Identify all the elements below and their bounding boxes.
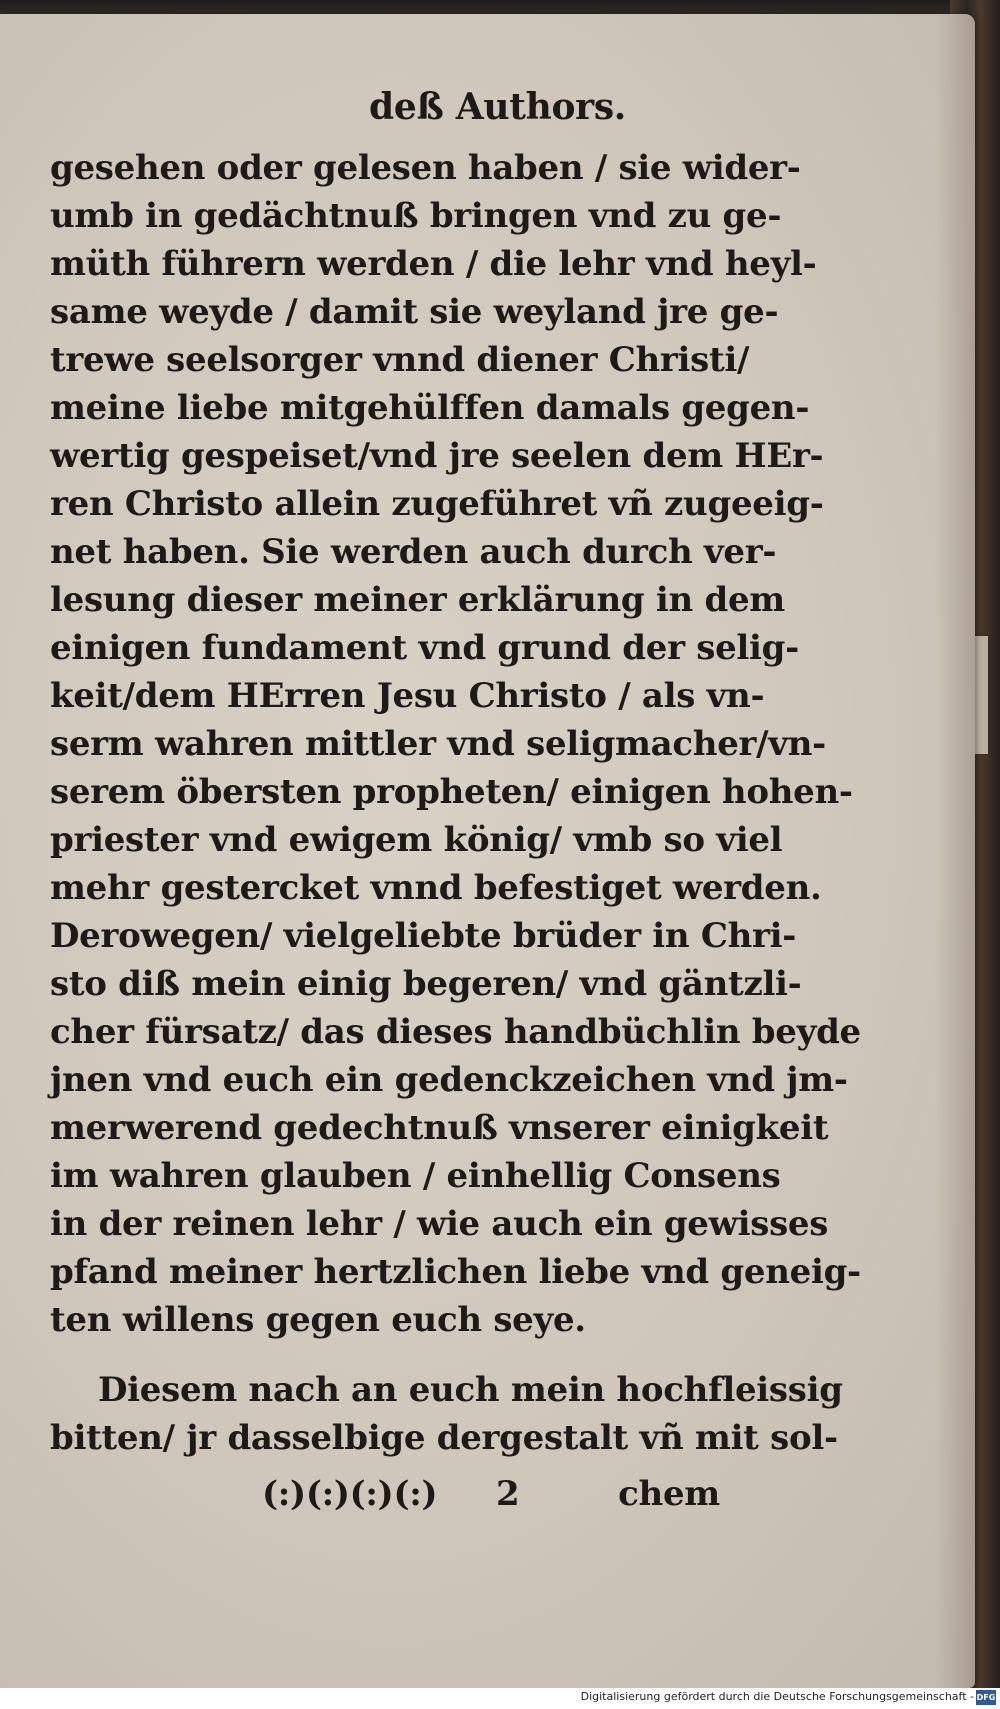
text-line: pfand meiner hertzlichen liebe vnd geneig- bbox=[50, 1252, 861, 1292]
text-line: cher fürsatz/ das dieses handbüchlin beyde bbox=[50, 1012, 861, 1052]
page-footer-line bbox=[50, 1470, 720, 1518]
text-line: lesung dieser meiner erklärung in dem bbox=[50, 580, 785, 620]
text-line: wertig gespeiset/vnd jre seelen dem HEr- bbox=[50, 436, 824, 476]
text-line: serem öbersten propheten/ einigen hohen- bbox=[50, 772, 853, 812]
text-line: einigen fundament vnd grund der selig- bbox=[50, 628, 799, 668]
funding-credit: Digitalisierung gefördert durch die Deutsche Forschungsgemeinschaft - bbox=[580, 1690, 974, 1703]
text-line: ren Christo allein zugeführet vñ zugeeig- bbox=[50, 484, 824, 524]
text-line: keit/dem HErren Jesu Christo / als vn- bbox=[50, 676, 765, 716]
text-line: gesehen oder gelesen haben / sie wider- bbox=[50, 148, 801, 188]
text-line: Diesem nach an euch mein hochfleissig bbox=[98, 1370, 843, 1410]
text-line: umb in gedächtnuß bringen vnd zu ge- bbox=[50, 196, 782, 236]
text-line: bitten/ jr dasselbige dergestalt vñ mit sol- bbox=[50, 1418, 838, 1458]
leaf-number: 2 bbox=[496, 1474, 520, 1514]
paragraph-2 bbox=[50, 1366, 843, 1462]
text-line: in der reinen lehr / wie auch ein gewisses bbox=[50, 1204, 829, 1244]
running-head: deß Authors. bbox=[368, 86, 627, 128]
text-line: same weyde / damit sie weyland jre ge- bbox=[50, 292, 779, 332]
text-line: priester vnd ewigem könig/ vmb so viel bbox=[50, 820, 783, 860]
text-line: net haben. Sie werden auch durch ver- bbox=[50, 532, 777, 572]
paragraph-1 bbox=[50, 144, 861, 1344]
paper-leaf bbox=[0, 14, 975, 1688]
catchword: chem bbox=[618, 1474, 720, 1514]
text-line: mehr gestercket vnnd befestiget werden. bbox=[50, 868, 822, 908]
text-line: im wahren glauben / einhellig Consens bbox=[50, 1156, 781, 1196]
text-line: ten willens gegen euch seye. bbox=[50, 1300, 586, 1340]
text-line: Derowegen/ vielgeliebte brüder in Chri- bbox=[50, 916, 797, 956]
text-line: serm wahren mittler vnd seligmacher/vn- bbox=[50, 724, 826, 764]
text-line: merwerend gedechtnuß vnserer einigkeit bbox=[50, 1108, 829, 1148]
signature-mark: (:)(:)(:)(:) bbox=[262, 1474, 438, 1514]
text-line: meine liebe mitgehülffen damals gegen- bbox=[50, 388, 810, 428]
text-line: sto diß mein einig begeren/ vnd gäntzli- bbox=[50, 964, 802, 1004]
text-line: müth führern werden / die lehr vnd heyl- bbox=[50, 244, 817, 284]
dfg-logo-icon: DFG bbox=[976, 1690, 996, 1705]
text-line: trewe seelsorger vnnd diener Christi/ bbox=[50, 340, 750, 380]
text-line: jnen vnd euch ein gedenckzeichen vnd jm- bbox=[50, 1060, 848, 1100]
